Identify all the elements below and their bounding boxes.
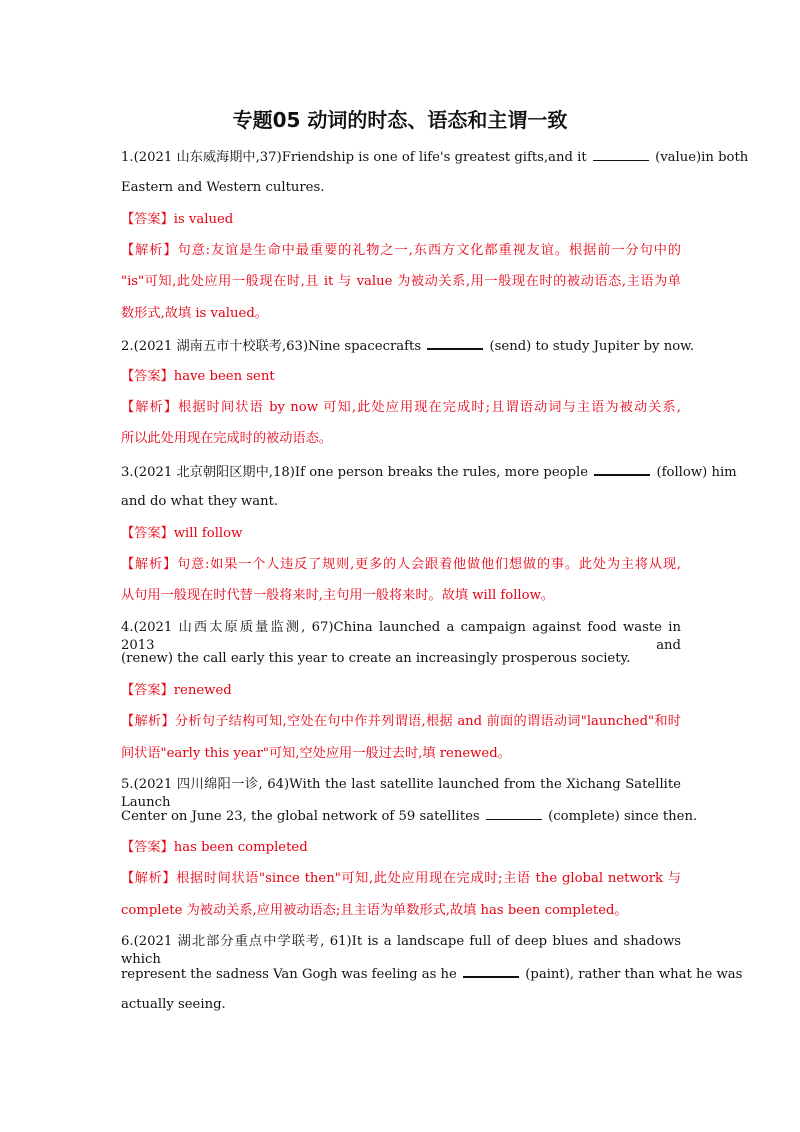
question-3-line-2: and do what they want. [121,494,279,509]
question-5-answer: 【答案】has been completed [121,840,308,855]
question-6-text-cont: (paint), rather than what he was [525,967,743,982]
question-3-text-cont: (follow) him [656,465,737,480]
question-1-line-2: Eastern and Western cultures. [121,180,325,195]
answer-blank [463,964,519,978]
question-1-line-1 [121,148,749,167]
answer-blank [593,148,649,161]
question-5-line-2 [121,807,698,826]
question-4-line-2: (renew) the call early this year to create an increasingly prosperous society. [121,651,631,666]
question-4-analysis-1: 【解析】分析句子结构可知,空处在句中作并列谓语,根据 and 前面的谓语动词"launched"和时 [121,714,681,729]
question-2-text-cont: (send) to study Jupiter by now. [489,339,695,354]
page-title: 专题05 动词的时态、语态和主谓一致 [232,108,568,132]
question-2-line-1 [121,336,695,356]
question-5-text: Center on June 23, the global network of 59 satellites [121,809,480,824]
question-2-analysis-1: 【解析】根据时间状语 by now 可知,此处应用现在完成时;且谓语动词与主语为被动关系, [121,400,681,415]
question-3-line-1 [121,462,737,482]
question-2-analysis-2: 所以此处用现在完成时的被动语态。 [121,431,332,446]
answer-blank [486,807,542,820]
question-3-analysis-2: 从句用一般现在时代替一般将来时,主句用一般将来时。故填 will follow。 [121,588,555,603]
question-2-text: 2.(2021 湖南五市十校联考,63)Nine spacecrafts [121,339,422,354]
question-1-analysis-2: "is"可知,此处应用一般现在时,且 it 与 value 为被动关系,用一般现在时的被动语态,主语为单 [121,274,681,289]
question-1-answer: 【答案】is valued [121,212,234,227]
question-3-analysis-1: 【解析】句意:如果一个人违反了规则,更多的人会跟着他做他们想做的事。此处为主将从现, [121,557,681,572]
question-5-line-1: 5.(2021 四川绵阳一诊, 64)With the last satellite launched from the Xichang Satellite Launch [121,777,681,810]
question-4-answer: 【答案】renewed [121,683,232,698]
question-4-analysis-2: 间状语"early this year"可知,空处应用一般过去时,填 renewed。 [121,746,511,761]
question-3-text: 3.(2021 北京朝阳区期中,18)If one person breaks the rules, more people [121,465,589,480]
question-4-line-1: 4.(2021 山西太原质量监测, 67)China launched a campaign against food waste in 2013 and [121,620,681,653]
question-5-analysis-1: 【解析】根据时间状语"since then"可知,此处应用现在完成时;主语 the global network 与 [121,871,681,886]
question-1-text-cont: (value)in both [655,150,749,165]
question-1-text: 1.(2021 山东威海期中,37)Friendship is one of life's greatest gifts,and it [121,150,587,165]
answer-blank [594,462,650,476]
question-1-analysis-1: 【解析】句意:友谊是生命中最重要的礼物之一,东西方文化都重视友谊。根据前一分句中的 [121,243,681,258]
question-2-answer: 【答案】have been sent [121,369,275,384]
question-6-line-2 [121,964,743,984]
question-3-answer: 【答案】will follow [121,526,243,541]
question-6-line-3: actually seeing. [121,997,226,1012]
question-6-line-1: 6.(2021 湖北部分重点中学联考, 61)It is a landscape full of deep blues and shadows which [121,934,681,967]
question-5-text-cont: (complete) since then. [548,809,698,824]
question-6-text: represent the sadness Van Gogh was feeling as he [121,967,457,982]
answer-blank [427,336,483,350]
question-1-analysis-3: 数形式,故填 is valued。 [121,306,268,321]
question-5-analysis-2: complete 为被动关系,应用被动语态;且主语为单数形式,故填 has been completed。 [121,903,628,918]
